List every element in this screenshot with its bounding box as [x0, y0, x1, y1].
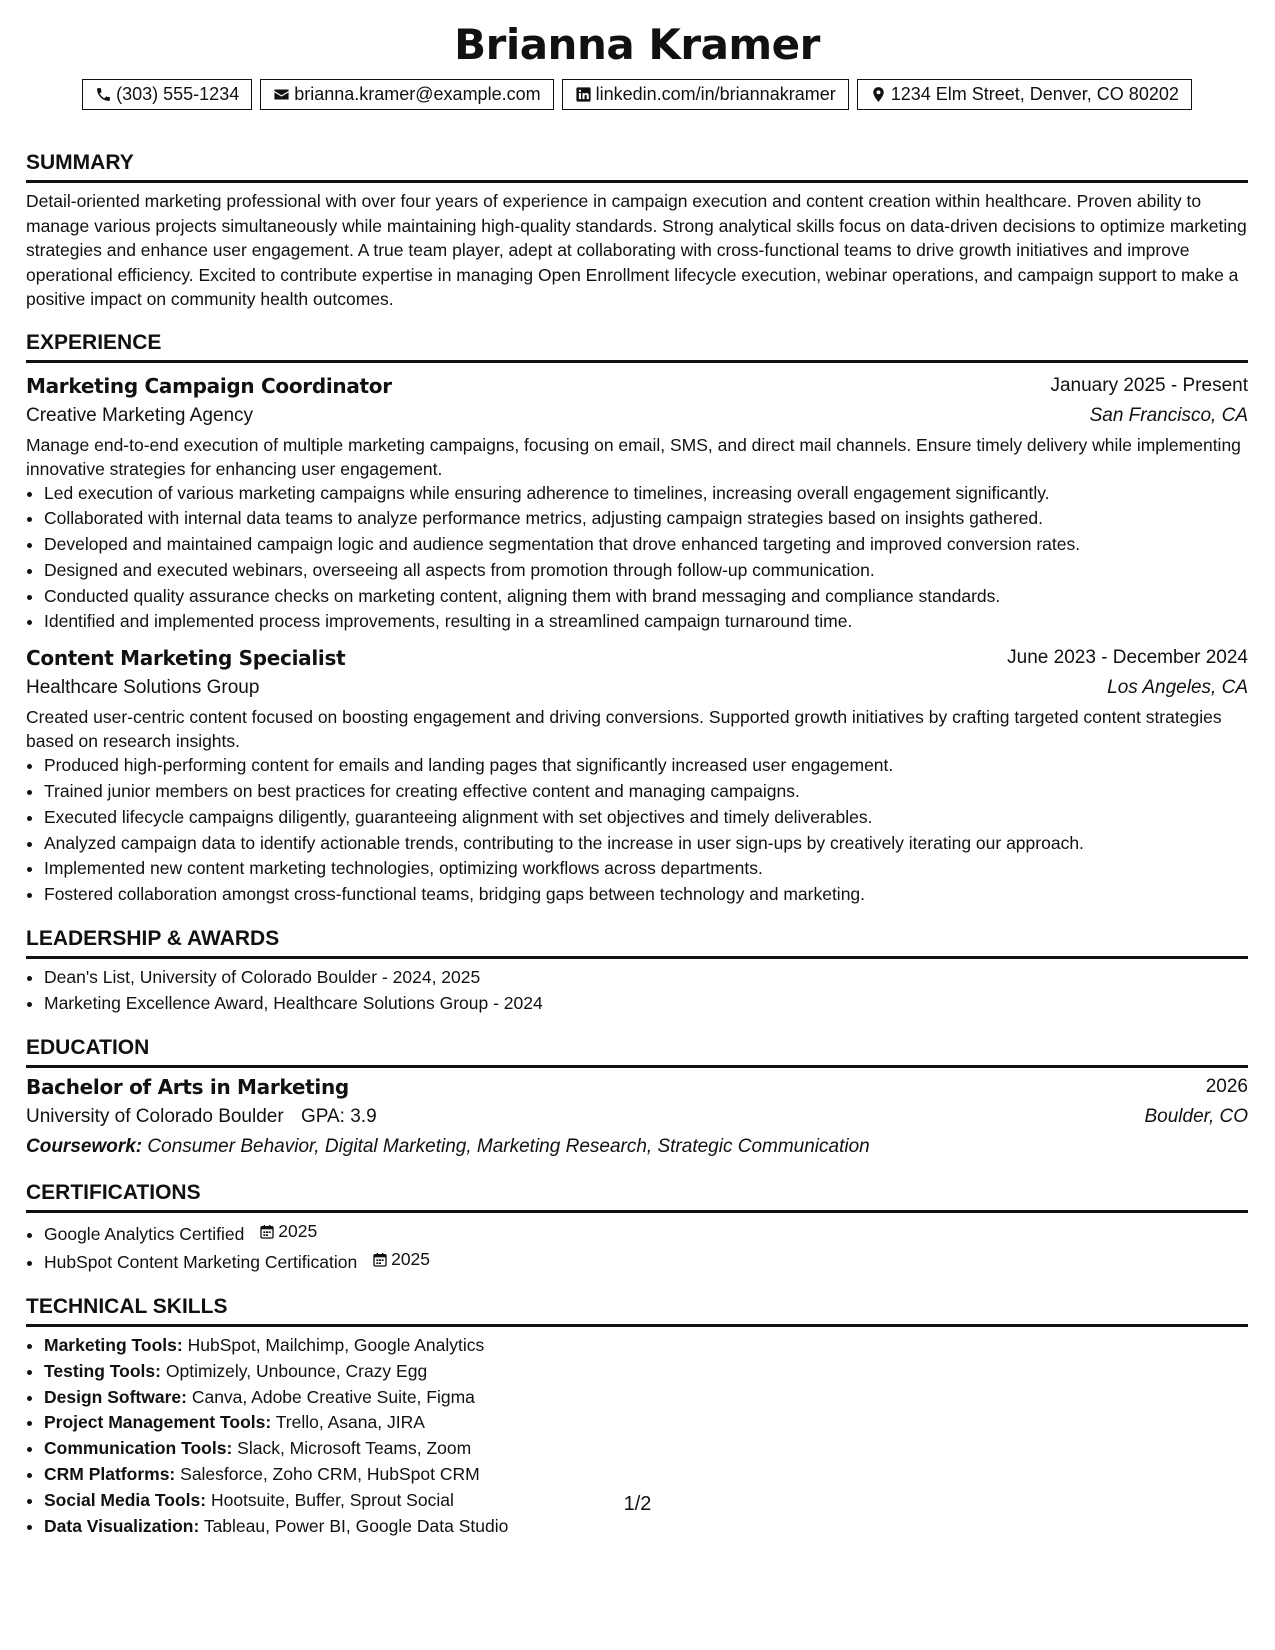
skill-label: Data Visualization: [44, 1515, 200, 1536]
job-bullets [26, 753, 1248, 908]
list-item: • Led execution of various marketing campaigns while ensuring adherence to timelines, increasing overall engagement significantly. [44, 481, 1248, 507]
job-company: Creative Marketing Agency [26, 404, 254, 426]
list-item [44, 1436, 1248, 1462]
list-item: • Executed lifecycle campaigns diligently, guaranteeing alignment with set objectives and timely deliverables. [44, 805, 1248, 831]
leadership-heading: LEADERSHIP & AWARDS [26, 926, 1248, 959]
calendar-icon [259, 1224, 275, 1240]
job-title: Content Marketing Specialist [26, 646, 346, 671]
page-number: 1/2 [623, 1493, 652, 1515]
list-item [44, 1333, 1248, 1359]
skill-label: Marketing Tools: [44, 1335, 183, 1356]
list-item: • Dean's List, University of Colorado Boulder - 2024, 2025 [44, 965, 1248, 991]
summary-text: Detail-oriented marketing professional with over four years of experience in campaign execution and content creation within healthcare. Proven ability to manage various projects simultaneously while maintaining high-quality standards. Strong analytical skills focus on data-driven decisions to optimize marketing strategies and enhance user engagement. A true team player, adept at collaborating with cross-functional teams to drive growth initiatives and improve operational efficiency. Excited to contribute expertise in managing Open Enrollment lifecycle execution, webinar operations, and campaign support to make a positive impact on community health outcomes. [26, 191, 1247, 309]
coursework-label: Coursework: [26, 1135, 143, 1157]
map-pin-icon [870, 86, 887, 103]
skill-value: Slack, Microsoft Teams, Zoom [237, 1438, 472, 1459]
skill-label: CRM Platforms: [44, 1464, 176, 1485]
list-item [44, 1219, 1248, 1248]
skill-label: Testing Tools: [44, 1360, 161, 1381]
summary-heading: SUMMARY [26, 150, 1248, 183]
skill-value: Trello, Asana, JIRA [275, 1412, 425, 1433]
skill-label: Social Media Tools: [44, 1489, 207, 1510]
list-item: • Analyzed campaign data to identify actionable trends, contributing to the increase in user sign-ups by creatively iterating our approach. [44, 831, 1248, 857]
job-company: Healthcare Solutions Group [26, 677, 260, 699]
skills-heading: TECHNICAL SKILLS [26, 1294, 1248, 1327]
list-item [44, 1247, 1248, 1276]
phone-text: (303) 555-1234 [116, 84, 240, 104]
skill-value: HubSpot, Mailchimp, Google Analytics [187, 1335, 485, 1356]
skill-value: Salesforce, Zoho CRM, HubSpot CRM [180, 1464, 480, 1485]
job-description: Created user-centric content focused on boosting engagement and driving conversions. Supported growth initiatives by crafting targeted content strategies based on research insights. [26, 707, 1222, 752]
list-item: • Collaborated with internal data teams to analyze performance metrics, adjusting campaign strategies based on insights gathered. [44, 506, 1248, 532]
list-item: • Identified and implemented process improvements, resulting in a streamlined campaign turnaround time. [44, 609, 1248, 635]
contact-address [857, 79, 1192, 110]
phone-icon [95, 86, 112, 103]
list-item: • Conducted quality assurance checks on marketing content, aligning them with brand messaging and compliance standards. [44, 584, 1248, 610]
job-entry [26, 371, 1248, 636]
skill-label: Design Software: [44, 1386, 187, 1407]
list-item: • Developed and maintained campaign logic and audience segmentation that drove enhanced targeting and improved conversion rates. [44, 532, 1248, 558]
school-location: Boulder, CO [1144, 1105, 1248, 1127]
school-name: University of Colorado Boulder [26, 1105, 284, 1127]
contact-phone[interactable] [82, 79, 252, 110]
cert-name: HubSpot Content Marketing Certification [44, 1252, 358, 1273]
gpa: GPA: 3.9 [300, 1105, 377, 1127]
certifications-heading: CERTIFICATIONS [26, 1180, 1248, 1213]
list-item: • Implemented new content marketing technologies, optimizing workflows across departments. [44, 856, 1248, 882]
cert-year: 2025 [391, 1249, 431, 1270]
list-item [44, 1410, 1248, 1436]
education-heading: EDUCATION [26, 1035, 1248, 1068]
cert-name: Google Analytics Certified [44, 1223, 245, 1244]
list-item [44, 1359, 1248, 1385]
contact-linkedin[interactable] [562, 79, 849, 110]
contact-email[interactable] [260, 79, 553, 110]
list-item [44, 1385, 1248, 1411]
skill-label: Project Management Tools: [44, 1412, 272, 1433]
job-date: June 2023 - December 2024 [1007, 647, 1248, 669]
list-item: • Trained junior members on best practices for creating effective content and managing campaigns. [44, 779, 1248, 805]
job-title: Marketing Campaign Coordinator [26, 373, 392, 398]
list-item: • Designed and executed webinars, overseeing all aspects from promotion through follow-up communication. [44, 558, 1248, 584]
job-location: San Francisco, CA [1089, 404, 1248, 426]
list-item [44, 1514, 1248, 1540]
candidate-name: Brianna Kramer [454, 20, 820, 69]
job-description: Manage end-to-end execution of multiple marketing campaigns, focusing on email, SMS, and direct mail channels. Ensure timely delivery while implementing innovative strategies for enhancing user engagement. [26, 434, 1241, 479]
coursework [26, 1132, 1248, 1162]
leadership-list [26, 965, 1248, 1017]
envelope-icon [273, 86, 290, 103]
list-item [44, 1462, 1248, 1488]
address-text: 1234 Elm Street, Denver, CO 80202 [890, 84, 1179, 104]
contact-bar [26, 79, 1248, 110]
list-item: • Fostered collaboration amongst cross-functional teams, bridging gaps between technology and marketing. [44, 882, 1248, 908]
graduation-year: 2026 [1205, 1075, 1248, 1097]
skill-value: Hootsuite, Buffer, Sprout Social [210, 1489, 454, 1510]
job-date: January 2025 - Present [1050, 374, 1248, 396]
linkedin-icon [575, 86, 592, 103]
linkedin-text: linkedin.com/in/briannakramer [595, 84, 836, 104]
cert-year: 2025 [278, 1220, 318, 1241]
list-item: • Marketing Excellence Award, Healthcare Solutions Group - 2024 [44, 991, 1248, 1017]
certifications-list [26, 1219, 1248, 1276]
email-text: brianna.kramer@example.com [294, 84, 541, 104]
experience-heading: EXPERIENCE [26, 330, 1248, 363]
job-bullets [26, 481, 1248, 636]
calendar-icon [372, 1252, 388, 1268]
job-entry [26, 643, 1248, 908]
skill-value: Canva, Adobe Creative Suite, Figma [191, 1386, 475, 1407]
coursework-list: Consumer Behavior, Digital Marketing, Marketing Research, Strategic Communication [147, 1135, 870, 1157]
skill-value: Tableau, Power BI, Google Data Studio [203, 1515, 509, 1536]
job-location: Los Angeles, CA [1107, 677, 1248, 699]
degree: Bachelor of Arts in Marketing [26, 1074, 349, 1099]
skill-label: Communication Tools: [44, 1438, 233, 1459]
list-item: • Produced high-performing content for emails and landing pages that significantly increased user engagement. [44, 753, 1248, 779]
skill-value: Optimizely, Unbounce, Crazy Egg [165, 1360, 428, 1381]
